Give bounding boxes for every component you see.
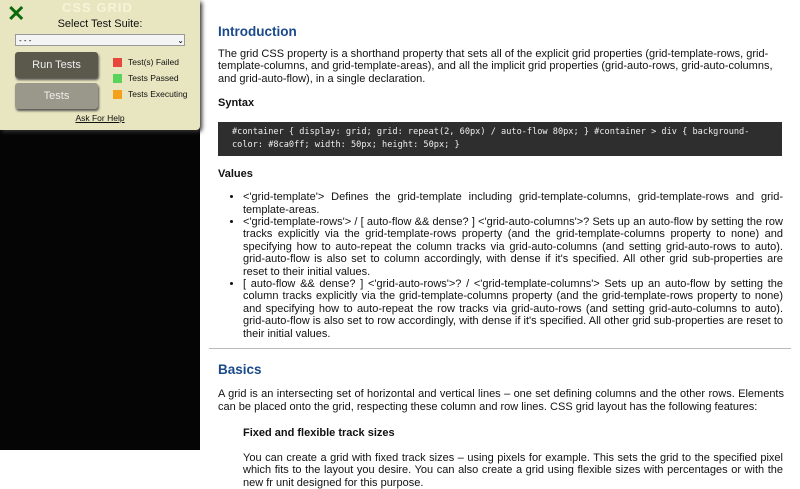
legend-label: Tests Executing (128, 89, 188, 99)
code-block: #container { display: grid; grid: repeat(2, 60px) / auto-flow 80px; } #container > div { background-color: #8ca0ff; width: 50px; height: 50px; } (218, 122, 782, 156)
legend-passed (113, 73, 179, 83)
syntax-heading: Syntax (218, 97, 255, 110)
intro-text: The grid CSS property is a shorthand property that sets all of the explicit grid properties (grid-template-rows, grid-template-columns, and grid-template-areas), and all the implicit grid properties (grid-auto-rows, grid-auto-columns, and grid-auto-flow), in a single declaration. (218, 48, 773, 85)
chevron-down-icon: ⌄ (177, 35, 184, 45)
legend-label: Test(s) Failed (128, 57, 180, 67)
main-content (218, 0, 784, 489)
legend-label: Tests Passed (128, 73, 179, 83)
feature-text: You can create a grid with fixed track sizes – using pixels for example. This sets the grid to the specified pixel which fits to the layout you desire. You can also create a grid using flexible sizes with percentages or with the new fr unit designed for this purpose. (243, 451, 783, 489)
legend-failed (113, 57, 179, 67)
ask-for-help-link[interactable]: Ask For Help (75, 113, 125, 123)
basics-heading: Basics (218, 362, 262, 378)
test-suite-panel (0, 0, 200, 130)
list-item: • [ auto-flow && dense? ] <'grid-auto-rows'>? / <'grid-template-columns'> Sets up an auto-flow by setting the column tracks explicitly via the grid-template-columns property (and the grid-template-rows property to none) and specifying how to auto-repeat the row tracks via grid-auto-rows (and setting grid-auto-columns to auto). grid-auto-flow is also set to row accordingly, with dense if it's specified. All other grid sub-properties are reset to their initial values. (243, 278, 783, 340)
panel-title: Select Test Suite: (57, 18, 143, 30)
failed-swatch (113, 58, 122, 67)
legend-executing (113, 89, 188, 99)
tests-button[interactable]: Tests (15, 83, 98, 109)
values-heading: Values (218, 168, 253, 181)
list-item: • <'grid-template-rows'> / [ auto-flow && dense? ] <'grid-auto-columns'>? Sets up an auto-flow by setting the row tracks explicitly via the grid-template-rows property (and the grid-template-columns property to none) and specifying how to auto-repeat the column tracks via grid-auto-columns (and setting grid-auto-rows to auto). grid-auto-flow is also set to column accordingly, with dense if it's specified. All other grid sub-properties are reset to their initial values. (243, 216, 783, 278)
list-item: • <'grid-template'> Defines the grid-template including grid-template-columns, grid-template-rows and grid-template-areas. (243, 191, 783, 216)
executing-swatch (113, 90, 122, 99)
close-icon[interactable]: ✕ (7, 1, 26, 26)
intro-heading: Introduction (218, 24, 297, 39)
select-value: - - - (19, 35, 32, 45)
values-list (243, 191, 783, 340)
basics-text: A grid is an intersecting set of horizontal and vertical lines – one set defining columns and the other rows. Elements can be placed onto the grid, respecting these column and row lines. CSS grid layout has the following features: (218, 388, 784, 413)
run-tests-button[interactable]: Run Tests (15, 52, 98, 78)
test-suite-select[interactable] (15, 34, 185, 46)
watermark: CSS GRID (62, 0, 133, 15)
passed-swatch (113, 74, 122, 83)
divider (209, 348, 791, 349)
feature-heading: Fixed and flexible track sizes (243, 426, 395, 439)
